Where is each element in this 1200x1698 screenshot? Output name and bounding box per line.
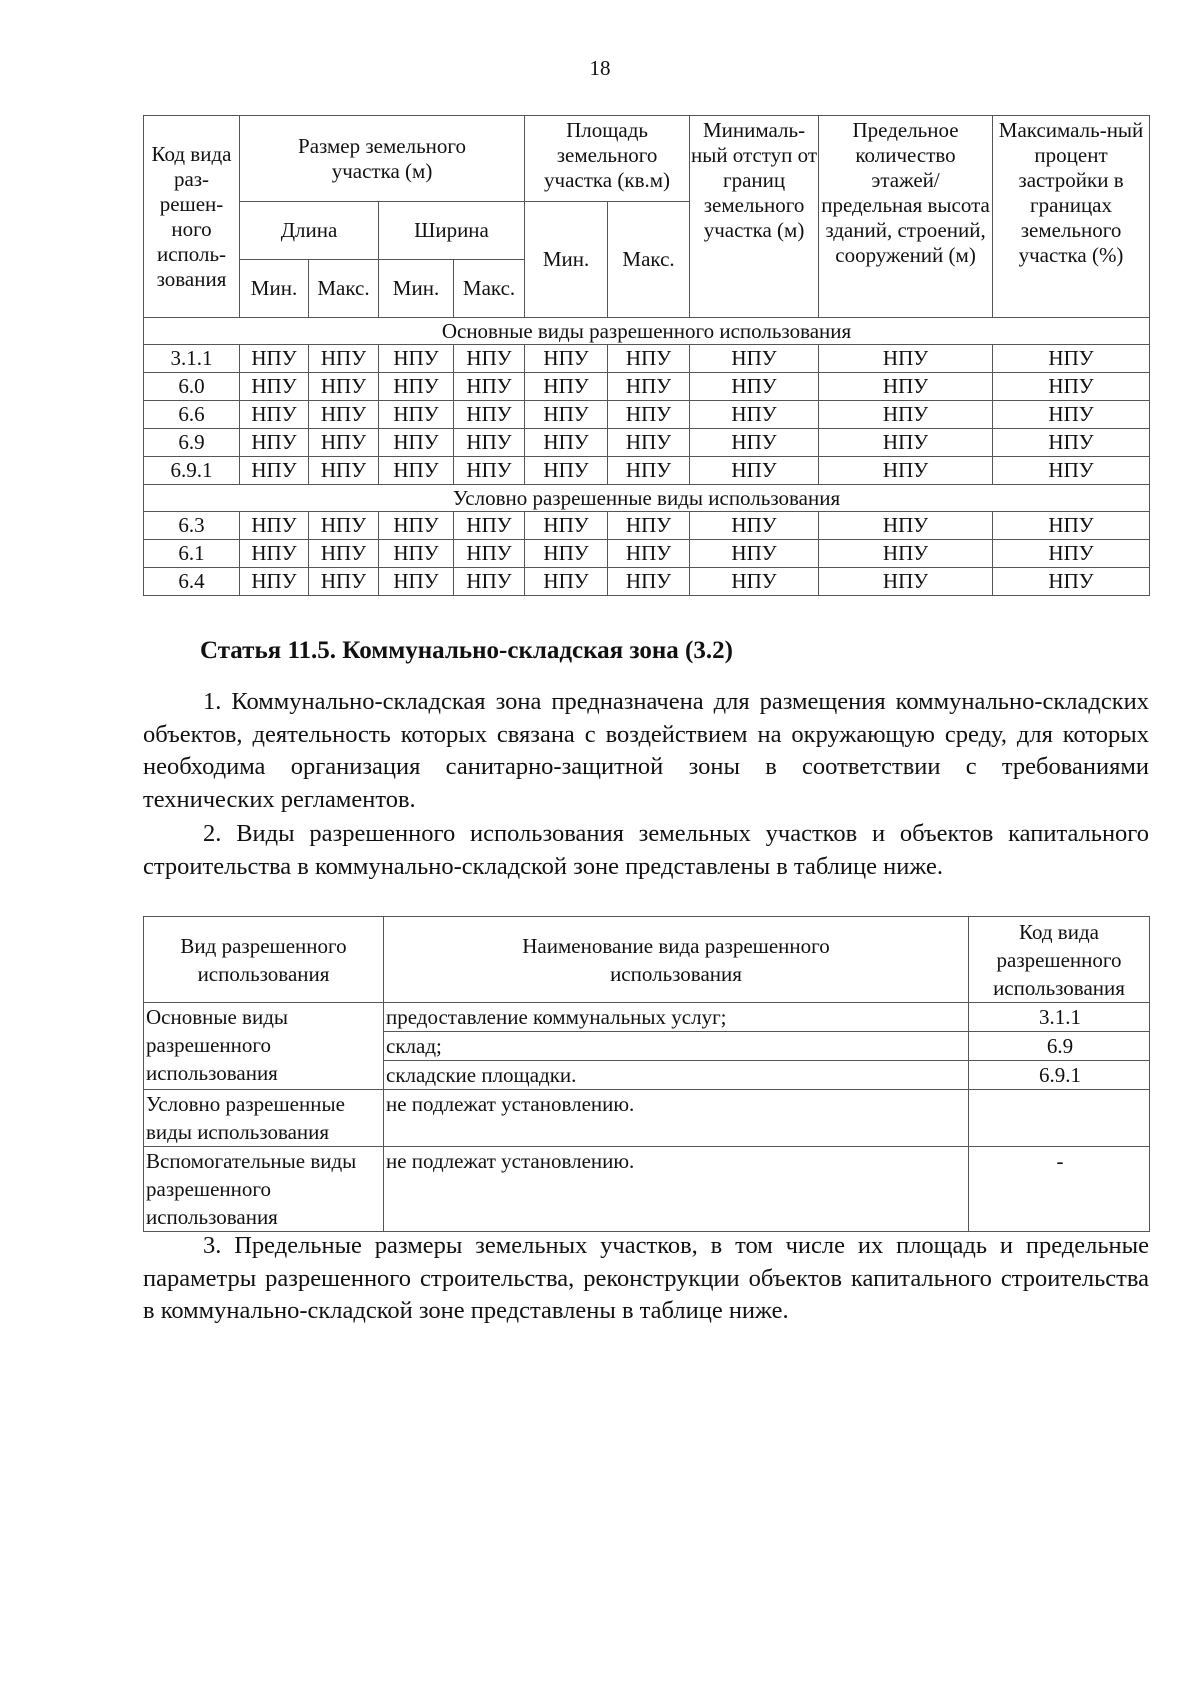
header-code: Код вида раз-решен-ного исполь-зования <box>144 116 240 318</box>
table-row <box>144 1003 1150 1032</box>
page-number: 18 <box>589 56 611 80</box>
header-area-min: Мин. <box>525 202 608 318</box>
table-row <box>144 373 1150 401</box>
cell: НПУ <box>379 457 454 485</box>
cell: НПУ <box>819 373 993 401</box>
row-code: 6.6 <box>144 401 240 429</box>
paragraph-2: 2. Виды разрешенного использования земельных участков и объектов капитального строительства в коммунально-складской зоне представлены в таблице ниже. <box>143 820 1149 880</box>
row-code: 6.9.1 <box>144 457 240 485</box>
cell: НПУ <box>819 345 993 373</box>
use-code: - <box>969 1147 1150 1232</box>
cell: НПУ <box>309 345 379 373</box>
cell: НПУ <box>240 540 309 568</box>
cell: НПУ <box>309 457 379 485</box>
cell: НПУ <box>819 568 993 596</box>
section-title-conditional: Условно разрешенные виды использования <box>144 485 1150 512</box>
group-conditional: Условно разрешенные виды использования <box>144 1090 384 1147</box>
paragraph-3: 3. Предельные размеры земельных участков, в том числе их площадь и предельные параметры разрешенного строительства, реконструкции объектов капитального строительства в коммунально-складской зоне представлены в таблице ниже. <box>143 1232 1149 1324</box>
use-name: не подлежат установлению. <box>384 1090 969 1147</box>
cell: НПУ <box>454 345 525 373</box>
table-row <box>144 568 1150 596</box>
cell: НПУ <box>309 373 379 401</box>
cell: НПУ <box>454 373 525 401</box>
cell: НПУ <box>993 401 1150 429</box>
cell: НПУ <box>379 373 454 401</box>
cell: НПУ <box>819 457 993 485</box>
header-length-min: Мин. <box>240 260 309 318</box>
cell: НПУ <box>993 345 1150 373</box>
table-row <box>144 1147 1150 1232</box>
cell: НПУ <box>240 373 309 401</box>
cell: НПУ <box>690 401 819 429</box>
use-name: предоставление коммунальных услуг; <box>384 1003 969 1032</box>
use-code: 6.9 <box>969 1032 1150 1061</box>
cell: НПУ <box>993 568 1150 596</box>
cell: НПУ <box>309 512 379 540</box>
cell: НПУ <box>379 429 454 457</box>
cell: НПУ <box>819 540 993 568</box>
header-coverage: Максималь-ный процент застройки в границах земельного участка (%) <box>993 116 1150 318</box>
cell: НПУ <box>379 345 454 373</box>
table-row <box>144 1090 1150 1147</box>
cell: НПУ <box>525 429 608 457</box>
row-code: 6.9 <box>144 429 240 457</box>
cell: НПУ <box>690 429 819 457</box>
cell: НПУ <box>608 373 690 401</box>
land-plot-parameters-table <box>143 115 1150 596</box>
cell: НПУ <box>993 457 1150 485</box>
cell: НПУ <box>819 429 993 457</box>
group-main: Основные виды разрешенного использования <box>144 1003 384 1090</box>
cell: НПУ <box>608 540 690 568</box>
table-row <box>144 429 1150 457</box>
cell: НПУ <box>309 429 379 457</box>
paragraph-1: 1. Коммунально-складская зона предназначена для размещения коммунально-складских объектов, деятельность которых связана с воздействием на окружающую среду, для которых необходима организация санитарно-защитной зоны в соответствии с требованиями технических регламентов. <box>143 688 1149 813</box>
cell: НПУ <box>525 373 608 401</box>
cell: НПУ <box>454 401 525 429</box>
cell: НПУ <box>525 401 608 429</box>
cell: НПУ <box>309 568 379 596</box>
row-code: 3.1.1 <box>144 345 240 373</box>
use-name: склад; <box>384 1032 969 1061</box>
header-plot-size: Размер земельного участка (м) <box>240 116 525 202</box>
article-heading: Статья 11.5. Коммунально-складская зона (3.2) <box>200 637 733 664</box>
row-code: 6.1 <box>144 540 240 568</box>
use-code: 3.1.1 <box>969 1003 1150 1032</box>
header-area: Площадь земельного участка (кв.м) <box>525 116 690 202</box>
header-setback: Минималь-ный отступ от границ земельного участка (м) <box>690 116 819 318</box>
cell: НПУ <box>993 429 1150 457</box>
cell: НПУ <box>608 457 690 485</box>
cell: НПУ <box>690 373 819 401</box>
cell: НПУ <box>240 512 309 540</box>
cell: НПУ <box>454 457 525 485</box>
use-name: складские площадки. <box>384 1061 969 1090</box>
cell: НПУ <box>525 512 608 540</box>
cell: НПУ <box>240 568 309 596</box>
cell: НПУ <box>379 540 454 568</box>
cell: НПУ <box>993 512 1150 540</box>
cell: НПУ <box>608 512 690 540</box>
use-code: 6.9.1 <box>969 1061 1150 1090</box>
cell: НПУ <box>993 373 1150 401</box>
header-use-name: Наименование вида разрешенного использования <box>384 917 969 1003</box>
cell: НПУ <box>608 345 690 373</box>
header-floors: Предельное количество этажей/ предельная высота зданий, строений, сооружений (м) <box>819 116 993 318</box>
header-width-min: Мин. <box>379 260 454 318</box>
row-code: 6.0 <box>144 373 240 401</box>
cell: НПУ <box>309 540 379 568</box>
table-row <box>144 540 1150 568</box>
cell: НПУ <box>240 429 309 457</box>
cell: НПУ <box>240 345 309 373</box>
cell: НПУ <box>690 568 819 596</box>
table-row <box>144 512 1150 540</box>
use-name: не подлежат установлению. <box>384 1147 969 1232</box>
table-row <box>144 401 1150 429</box>
header-length-max: Макс. <box>309 260 379 318</box>
cell: НПУ <box>690 457 819 485</box>
section-title-main: Основные виды разрешенного использования <box>144 318 1150 345</box>
cell: НПУ <box>608 568 690 596</box>
cell: НПУ <box>240 401 309 429</box>
header-width-max: Макс. <box>454 260 525 318</box>
group-auxiliary: Вспомогательные виды разрешенного использования <box>144 1147 384 1232</box>
cell: НПУ <box>993 540 1150 568</box>
cell: НПУ <box>608 429 690 457</box>
permitted-use-types-table <box>143 916 1150 1232</box>
header-use-code: Код вида разрешенного использования <box>969 917 1150 1003</box>
cell: НПУ <box>525 568 608 596</box>
header-area-max: Макс. <box>608 202 690 318</box>
cell: НПУ <box>454 540 525 568</box>
cell: НПУ <box>454 429 525 457</box>
cell: НПУ <box>525 345 608 373</box>
row-code: 6.4 <box>144 568 240 596</box>
cell: НПУ <box>379 512 454 540</box>
use-code <box>969 1090 1150 1147</box>
row-code: 6.3 <box>144 512 240 540</box>
cell: НПУ <box>525 540 608 568</box>
header-use-type: Вид разрешенного использования <box>144 917 384 1003</box>
cell: НПУ <box>690 540 819 568</box>
cell: НПУ <box>454 512 525 540</box>
table-row <box>144 345 1150 373</box>
cell: НПУ <box>819 401 993 429</box>
header-width: Ширина <box>379 202 525 260</box>
cell: НПУ <box>525 457 608 485</box>
cell: НПУ <box>240 457 309 485</box>
cell: НПУ <box>379 401 454 429</box>
header-length: Длина <box>240 202 379 260</box>
cell: НПУ <box>379 568 454 596</box>
table-row <box>144 457 1150 485</box>
cell: НПУ <box>608 401 690 429</box>
cell: НПУ <box>819 512 993 540</box>
cell: НПУ <box>309 401 379 429</box>
cell: НПУ <box>454 568 525 596</box>
cell: НПУ <box>690 345 819 373</box>
cell: НПУ <box>690 512 819 540</box>
